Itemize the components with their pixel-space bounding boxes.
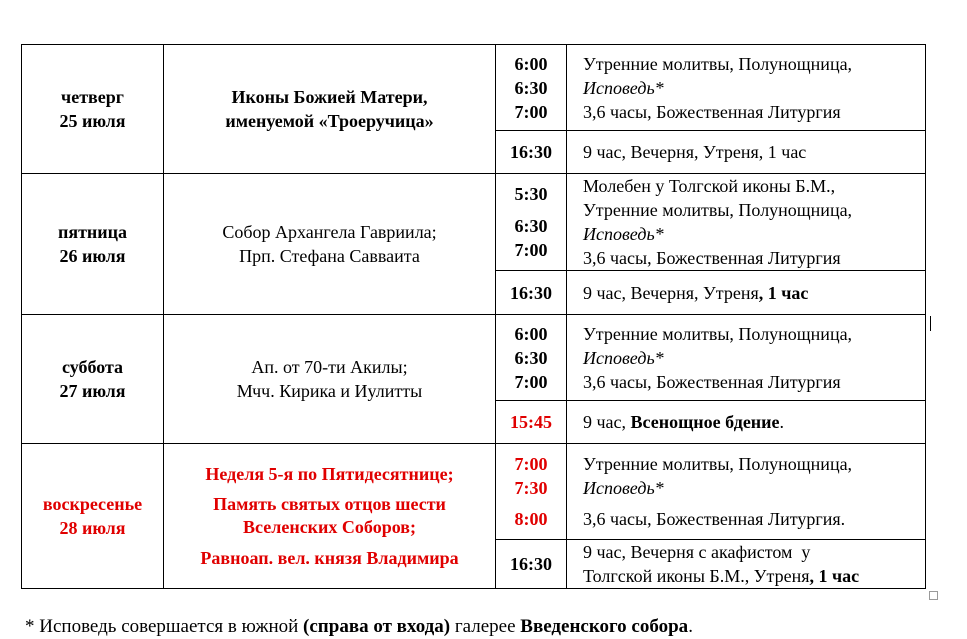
service-line: Исповедь* bbox=[583, 224, 664, 244]
feast-cell bbox=[164, 444, 496, 589]
date: 25 июля bbox=[59, 111, 126, 131]
day-cell bbox=[22, 174, 164, 315]
date: 27 июля bbox=[59, 381, 126, 401]
services-cell bbox=[567, 174, 926, 271]
feast-line: Неделя 5-я по Пятидесятнице; bbox=[205, 464, 454, 484]
service-text: 9 час, Вечерня, Утреня bbox=[583, 282, 759, 303]
feast-line: именуемой «Троеручица» bbox=[225, 111, 434, 131]
service-line: Утренние молитвы, Полунощница, bbox=[583, 200, 853, 220]
spacer bbox=[496, 206, 566, 214]
weekday: суббота bbox=[61, 357, 124, 377]
footnote-text: галерее bbox=[450, 616, 521, 637]
feast-line: Память святых отцов шести bbox=[213, 494, 446, 514]
service-line bbox=[567, 271, 926, 315]
schedule-table bbox=[21, 44, 926, 589]
text-cursor bbox=[930, 316, 931, 331]
service-line: Утренние молитвы, Полунощница, bbox=[583, 53, 853, 74]
day-cell bbox=[22, 444, 164, 589]
feast-line: Иконы Божией Матери, bbox=[231, 87, 428, 107]
service-text: 9 час, bbox=[583, 412, 631, 432]
footnote-text: * Исповедь совершается в южной bbox=[25, 616, 304, 637]
services-cell bbox=[567, 315, 926, 401]
footnote-text-bold: (справа от входа) bbox=[303, 616, 451, 637]
day-row-friday bbox=[22, 174, 926, 271]
service-line: Утренние молитвы, Полунощница, bbox=[583, 454, 853, 474]
time-cell bbox=[496, 315, 567, 401]
feast-line: Прп. Стефана Савваита bbox=[239, 246, 420, 266]
service-time: 8:00 bbox=[514, 509, 548, 529]
date: 28 июля bbox=[59, 518, 126, 538]
service-text-bold: , 1 час bbox=[758, 282, 809, 303]
time-cell bbox=[496, 174, 567, 271]
service-line: Утренние молитвы, Полунощница, bbox=[583, 323, 853, 344]
service-line bbox=[567, 401, 926, 444]
service-time: 6:30 bbox=[514, 77, 548, 98]
service-line: 9 час, Вечерня с акафистом у bbox=[583, 542, 811, 562]
service-time: 6:30 bbox=[514, 216, 548, 236]
service-text: . bbox=[779, 412, 785, 432]
all-night-vigil: Всенощное бдение bbox=[630, 412, 780, 432]
day-cell bbox=[22, 315, 164, 444]
day-row-thursday bbox=[22, 45, 926, 131]
service-time: 15:45 bbox=[496, 401, 567, 444]
service-time: 5:30 bbox=[514, 184, 548, 204]
feast-line: Собор Архангела Гавриила; bbox=[222, 222, 437, 242]
service-time: 6:00 bbox=[514, 323, 548, 344]
service-time: 7:00 bbox=[514, 240, 548, 260]
day-row-saturday bbox=[22, 315, 926, 401]
service-text-bold: , 1 час bbox=[809, 566, 860, 586]
service-line: Исповедь* bbox=[583, 77, 664, 98]
weekday: четверг bbox=[61, 87, 124, 107]
service-line: 3,6 часы, Божественная Литургия. bbox=[583, 509, 846, 529]
service-time: 7:00 bbox=[514, 371, 548, 392]
footnote-text: . bbox=[688, 616, 693, 637]
service-time: 7:00 bbox=[514, 454, 548, 474]
feast-line: Ап. от 70-ти Акилы; bbox=[251, 357, 408, 377]
feast-line: Равноап. вел. князя Владимира bbox=[200, 548, 459, 568]
service-time: 16:30 bbox=[496, 271, 567, 315]
service-line: 3,6 часы, Божественная Литургия bbox=[583, 371, 841, 392]
weekday: пятница bbox=[57, 222, 128, 242]
service-line: Молебен у Толгской иконы Б.М., bbox=[583, 176, 836, 196]
weekday: воскресенье bbox=[42, 494, 143, 514]
service-line: Исповедь* bbox=[583, 347, 664, 368]
service-text: Толгской иконы Б.М., Утреня bbox=[583, 566, 810, 586]
time-cell bbox=[496, 444, 567, 540]
service-time: 7:00 bbox=[514, 101, 548, 122]
services-cell bbox=[567, 45, 926, 131]
day-row-sunday bbox=[22, 444, 926, 540]
footnote-text-bold: Введенского собора bbox=[520, 616, 689, 637]
service-time: 16:30 bbox=[496, 131, 567, 174]
feast-cell bbox=[164, 45, 496, 174]
service-line: 9 час, Вечерня, Утреня, 1 час bbox=[567, 131, 926, 174]
services-cell bbox=[567, 540, 926, 589]
time-cell bbox=[496, 45, 567, 131]
service-line: 3,6 часы, Божественная Литургия bbox=[583, 101, 841, 122]
feast-line: Мчч. Кирика и Иулитты bbox=[236, 381, 423, 401]
service-time: 6:30 bbox=[514, 347, 548, 368]
feast-cell bbox=[164, 174, 496, 315]
service-time: 7:30 bbox=[514, 478, 548, 498]
day-cell bbox=[22, 45, 164, 174]
date: 26 июля bbox=[59, 246, 126, 266]
service-line: Исповедь* bbox=[583, 478, 664, 498]
service-time: 6:00 bbox=[514, 53, 548, 74]
services-cell bbox=[567, 444, 926, 540]
service-line: 3,6 часы, Божественная Литургия bbox=[583, 248, 841, 268]
service-time: 16:30 bbox=[496, 540, 567, 589]
feast-cell bbox=[164, 315, 496, 444]
footnote bbox=[25, 615, 693, 639]
service-line bbox=[583, 564, 925, 588]
feast-line: Вселенских Соборов; bbox=[243, 517, 416, 537]
table-resize-handle[interactable] bbox=[929, 591, 938, 600]
